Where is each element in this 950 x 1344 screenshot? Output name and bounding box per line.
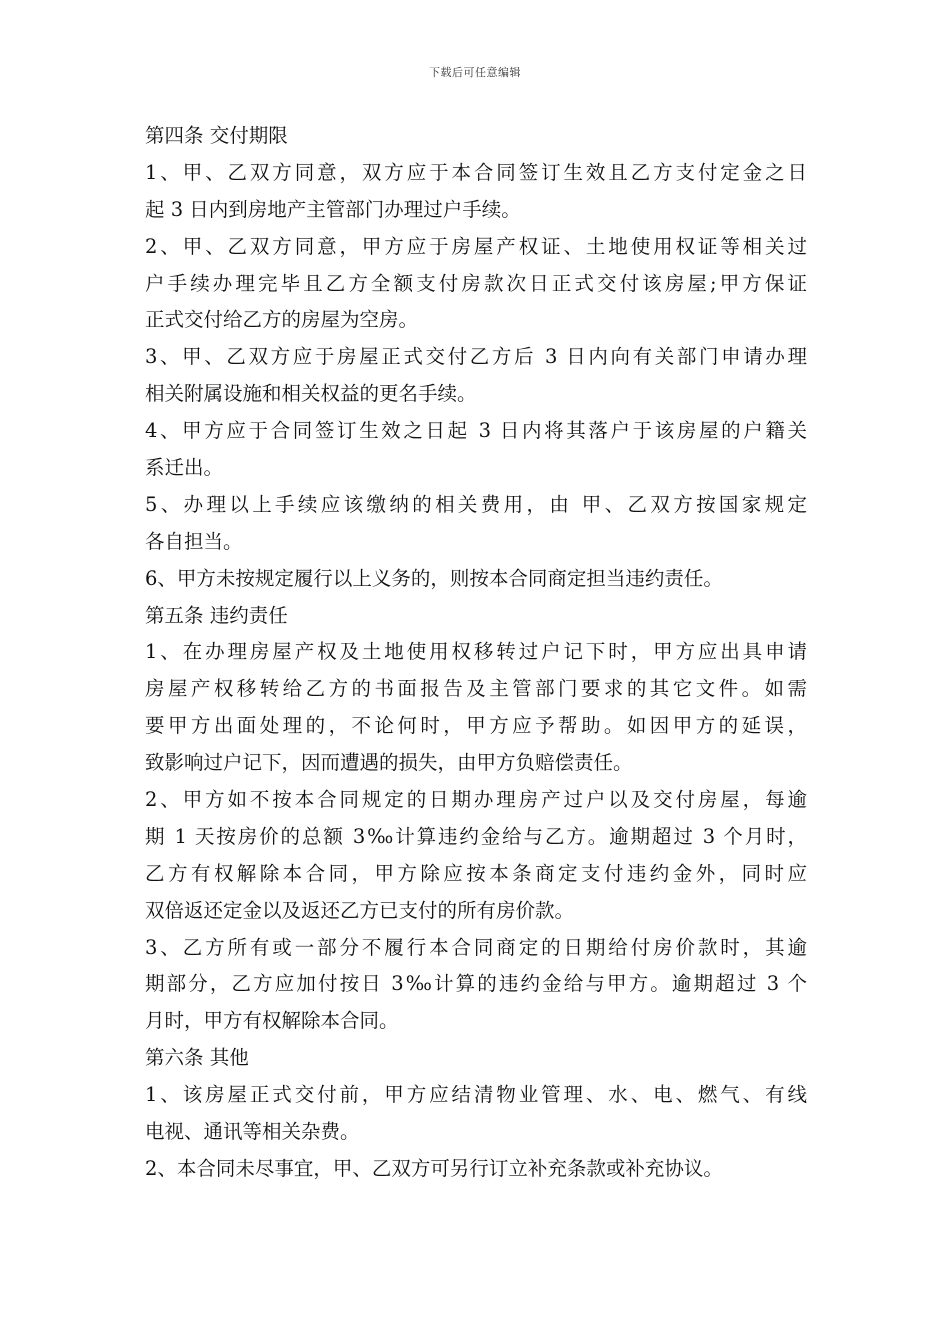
- document-line: 起 3 日内到房地产主管部门办理过户手续。: [145, 197, 521, 221]
- document-line: 致影响过户记下，因而遭遇的损失，由甲方负赔偿责任。: [145, 751, 633, 775]
- document-line: 乙方有权解除本合同，甲方除应按本条商定支付违约金外，同时应: [145, 861, 807, 885]
- document-line: 1、在办理房屋产权及土地使用权移转过户记下时，甲方应出具申请: [145, 640, 807, 664]
- document-line: 月时，甲方有权解除本合同。: [145, 1009, 399, 1033]
- document-line: 电视、通讯等相关杂费。: [145, 1120, 360, 1144]
- document-line: 1、甲、乙双方同意，双方应于本合同签订生效且乙方支付定金之日: [145, 160, 807, 184]
- document-line: 系迁出。: [145, 456, 224, 480]
- document-line: 2、甲、乙双方同意，甲方应于房屋产权证、土地使用权证等相关过: [145, 234, 807, 258]
- document-line: 户手续办理完毕且乙方全额支付房款次日正式交付该房屋;甲方保证: [145, 271, 807, 295]
- document-line: 第四条 交付期限: [145, 124, 288, 147]
- document-line: 期 1 天按房价的总额 3‰计算违约金给与乙方。逾期超过 3 个月时，: [145, 824, 807, 848]
- document-line: 1、该房屋正式交付前，甲方应结清物业管理、水、电、燃气、有线: [145, 1083, 807, 1107]
- document-line: 第五条 违约责任: [145, 603, 288, 627]
- document-line: 双倍返还定金以及返还乙方已支付的所有房价款。: [145, 898, 575, 922]
- document-line: 5、办理以上手续应该缴纳的相关费用，由 甲、乙双方按国家规定: [145, 492, 807, 516]
- document-line: 2、甲方如不按本合同规定的日期办理房产过户以及交付房屋，每逾: [145, 788, 807, 812]
- document-line: 3、乙方所有或一部分不履行本合同商定的日期给付房价款时，其逾: [145, 935, 807, 959]
- document-line: 房屋产权移转给乙方的书面报告及主管部门要求的其它文件。如需: [145, 677, 807, 701]
- document-body: [145, 118, 807, 1188]
- document-line: 要甲方出面处理的，不论何时，甲方应予帮助。如因甲方的延误，: [145, 714, 807, 738]
- page-header-note: 下载后可任意编辑: [429, 66, 521, 79]
- document-line: 正式交付给乙方的房屋为空房。: [145, 308, 419, 332]
- document-line: 4、甲方应于合同签订生效之日起 3 日内将其落户于该房屋的户籍关: [145, 419, 807, 443]
- document-line: 第六条 其他: [145, 1046, 249, 1070]
- document-line: 各自担当。: [145, 529, 243, 553]
- document-line: 期部分，乙方应加付按日 3‰计算的违约金给与甲方。逾期超过 3 个: [145, 972, 807, 996]
- document-line: 3、甲、乙双方应于房屋正式交付乙方后 3 日内向有关部门申请办理: [145, 345, 807, 369]
- document-line: 6、甲方未按规定履行以上义务的，则按本合同商定担当违约责任。: [145, 566, 723, 590]
- document-line: 相关附属设施和相关权益的更名手续。: [145, 382, 477, 406]
- document-line: 2、本合同未尽事宜，甲、乙双方可另行订立补充条款或补充协议。: [145, 1156, 723, 1180]
